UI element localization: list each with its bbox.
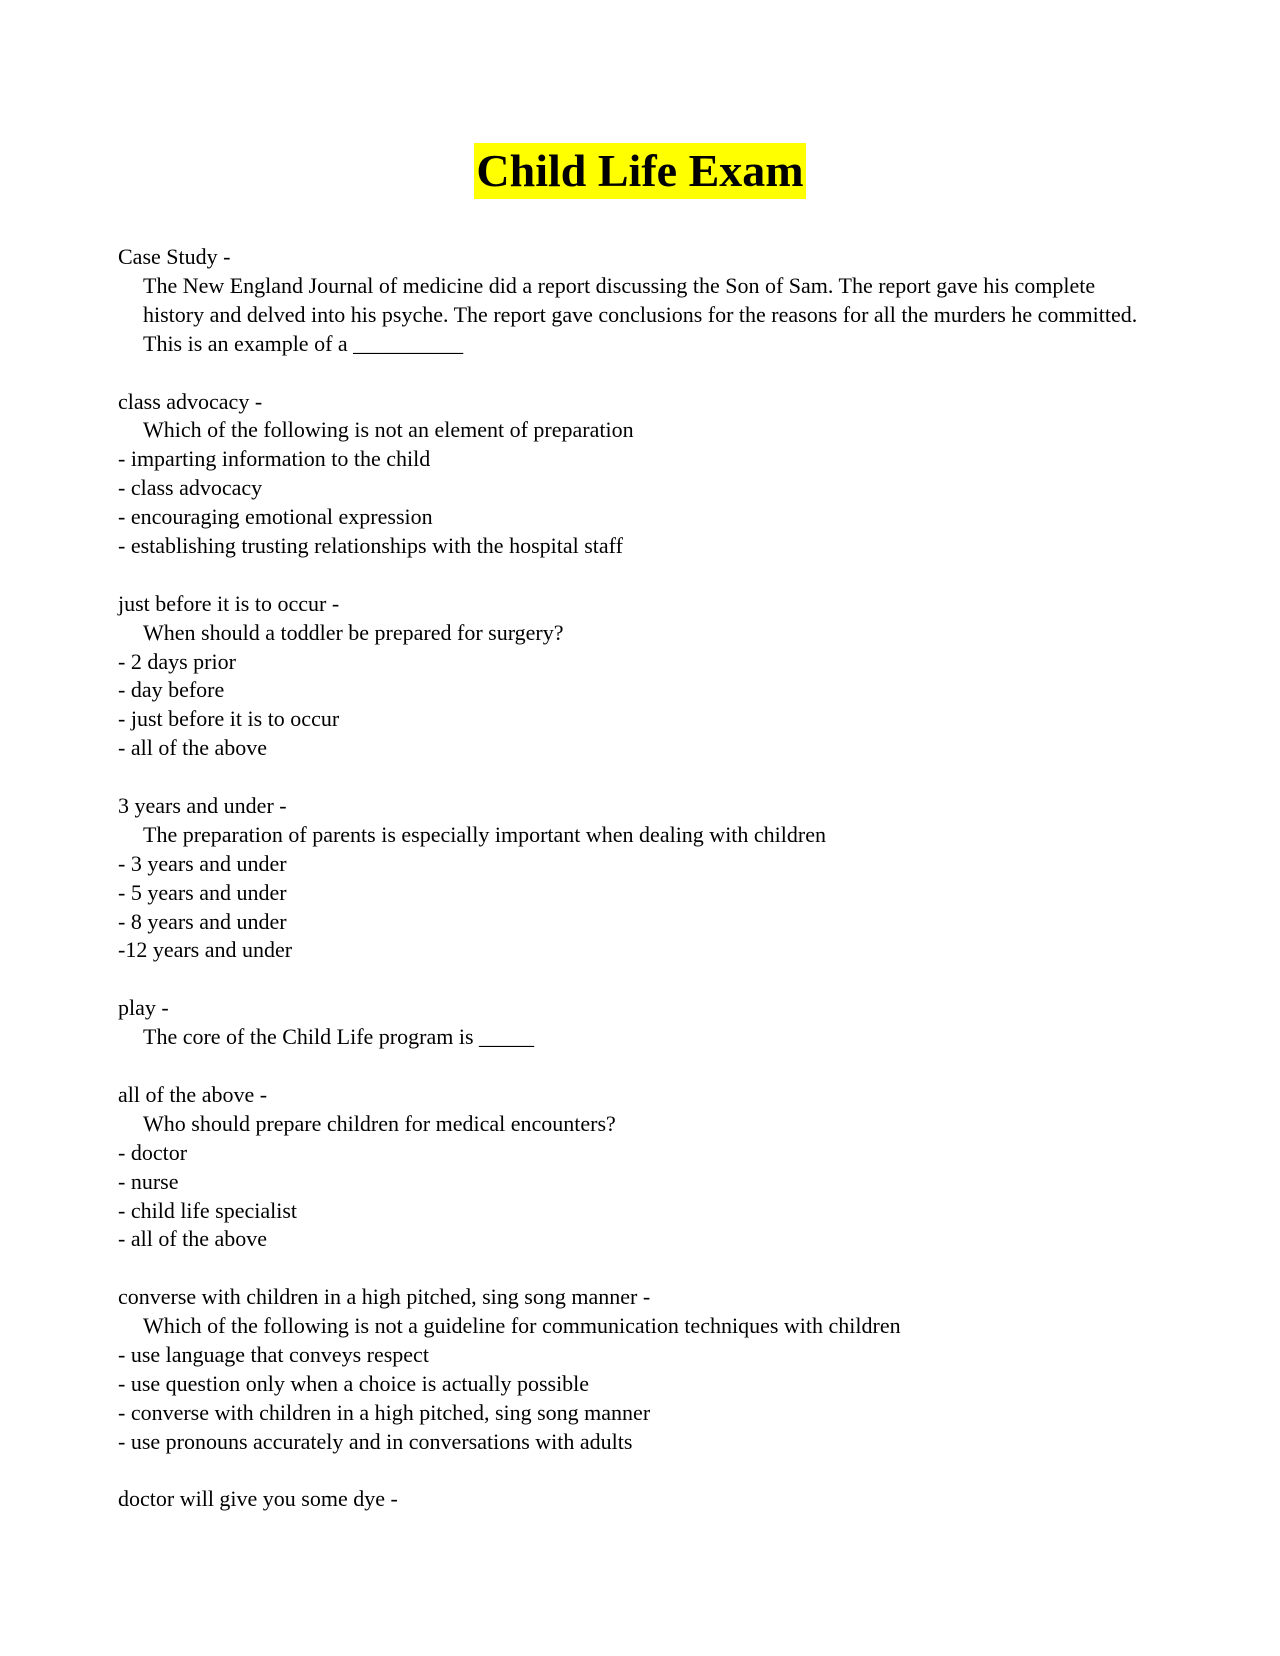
qa-block <box>118 243 1148 359</box>
answer-line: just before it is to occur - <box>118 590 340 616</box>
answer-line: converse with children in a high pitched, sing song manner - <box>118 1284 651 1310</box>
qa-block <box>118 1283 1148 1456</box>
option-line: - child life specialist <box>118 1197 297 1223</box>
option-line: - doctor <box>118 1139 188 1165</box>
title-container <box>0 143 1280 199</box>
question-line: Which of the following is not an element of preparation <box>143 417 634 443</box>
question-line: Who should prepare children for medical encounters? <box>143 1110 616 1136</box>
page-title: Child Life Exam <box>474 143 805 199</box>
option-line: - 2 days prior <box>118 648 236 674</box>
document-body <box>118 243 1148 1543</box>
option-line: - 5 years and under <box>118 879 287 905</box>
option-line: - class advocacy <box>118 475 263 501</box>
question-line: The New England Journal of medicine did a report discussing the Son of Sam. The report gave his complete history and delved into his psyche. The report gave conclusions for the reasons for all the murders he committed. This is an example of a __________ <box>143 272 1138 356</box>
option-line: -12 years and under <box>118 937 293 963</box>
answer-line: doctor will give you some dye - <box>118 1486 398 1512</box>
option-line: - converse with children in a high pitched, sing song manner <box>118 1399 651 1425</box>
option-line: - imparting information to the child <box>118 446 431 472</box>
answer-line: all of the above - <box>118 1081 268 1107</box>
qa-block <box>118 388 1148 561</box>
answer-line: 3 years and under - <box>118 793 287 818</box>
question-line: Which of the following is not a guideline for communication techniques with children <box>143 1313 901 1339</box>
answer-line: class advocacy - <box>118 388 263 414</box>
option-line: - use pronouns accurately and in conversations with adults <box>118 1428 633 1454</box>
option-line: - nurse <box>118 1168 179 1194</box>
option-line: - use language that conveys respect <box>118 1341 429 1367</box>
answer-line: Case Study - <box>118 244 231 269</box>
question-line: The preparation of parents is especially important when dealing with children <box>143 821 826 847</box>
answer-line: play - <box>118 995 169 1021</box>
qa-block <box>118 1485 1148 1514</box>
option-line: - establishing trusting relationships with the hospital staff <box>118 532 623 558</box>
option-line: - day before <box>118 677 225 703</box>
option-line: - just before it is to occur <box>118 706 340 732</box>
option-line: - 3 years and under <box>118 850 287 876</box>
qa-block <box>118 1081 1148 1254</box>
qa-block <box>118 590 1148 763</box>
qa-block <box>118 792 1148 965</box>
question-line: When should a toddler be prepared for surgery? <box>143 619 564 645</box>
question-line: The core of the Child Life program is _____ <box>143 1024 535 1050</box>
option-line: - 8 years and under <box>118 908 287 934</box>
option-line: - use question only when a choice is actually possible <box>118 1370 590 1396</box>
qa-block <box>118 994 1148 1052</box>
option-line: - all of the above <box>118 1226 268 1252</box>
option-line: - all of the above <box>118 735 268 761</box>
option-line: - encouraging emotional expression <box>118 504 433 530</box>
